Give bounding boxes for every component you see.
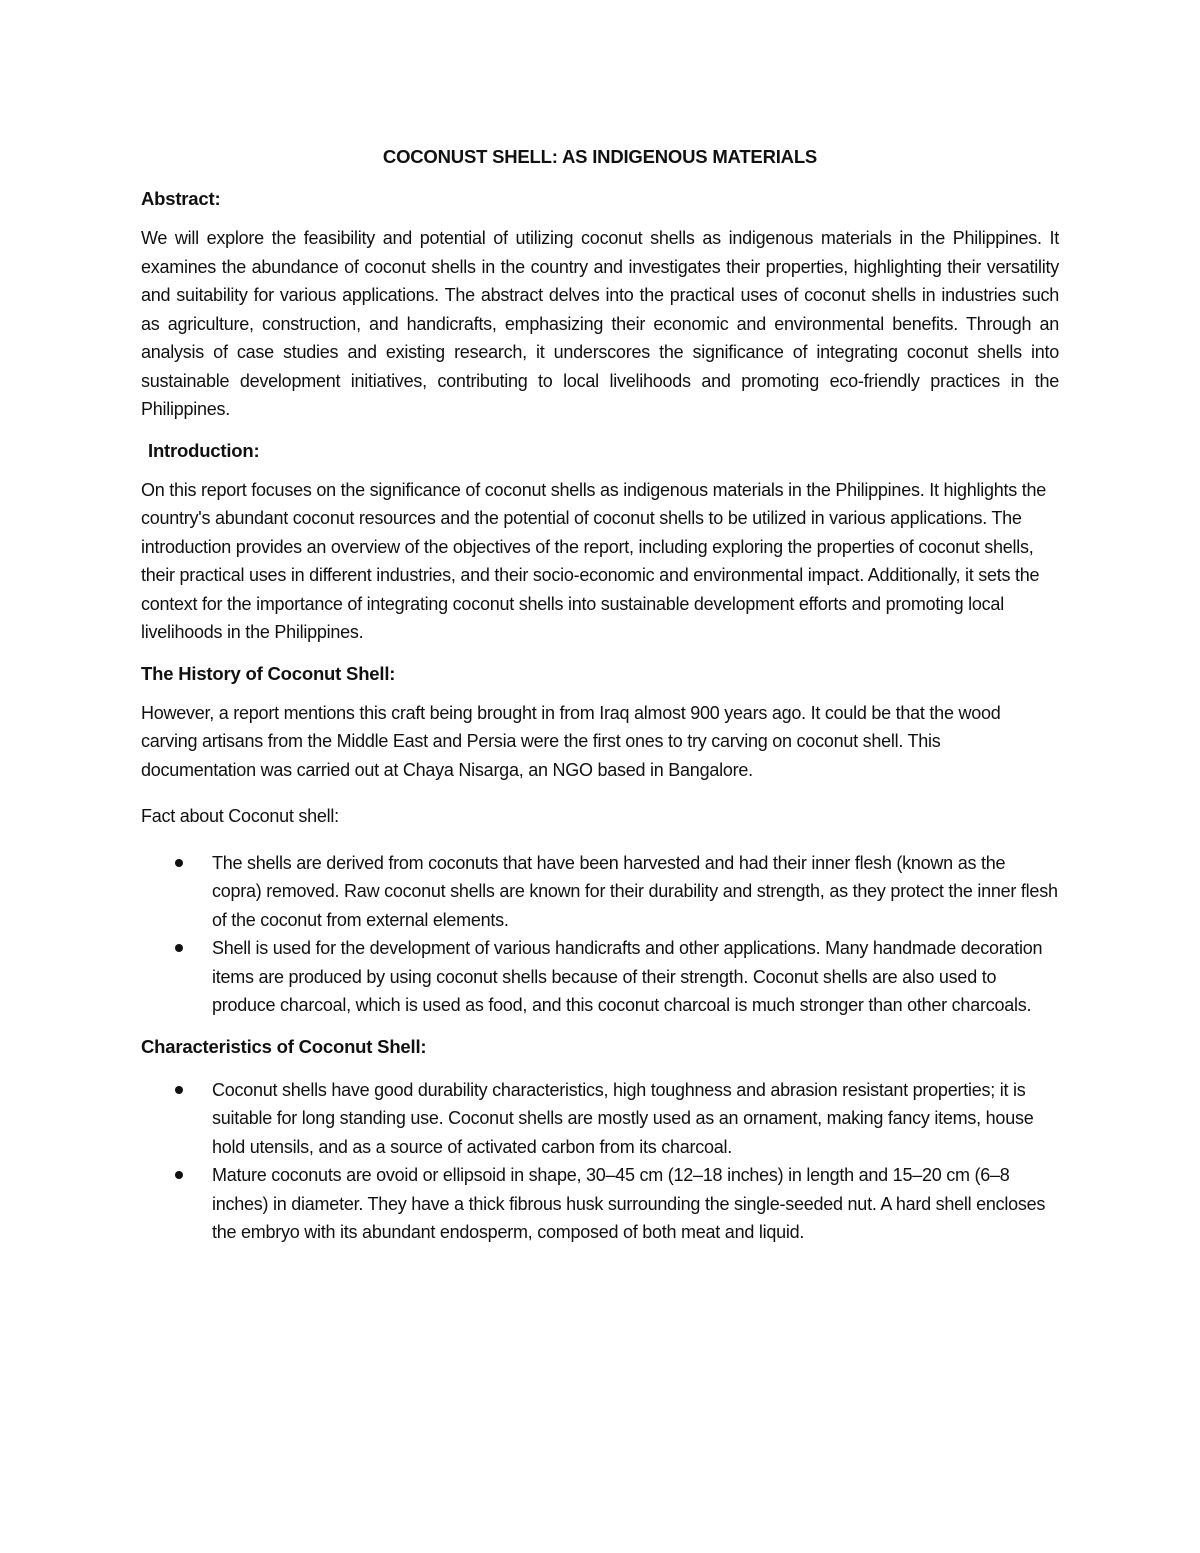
bullet-icon [175, 944, 183, 952]
document-body [141, 140, 1059, 1247]
list-item [141, 934, 1059, 1020]
document-title: COCONUST SHELL: AS INDIGENOUS MATERIALS [382, 146, 818, 167]
list-item [141, 849, 1059, 935]
history-paragraph: However, a report mentions this craft being brought in from Iraq almost 900 years ago. It could be that the wood carving artisans from the Middle East and Persia were the first ones to try carving on coconut shell. This documentation was carried out at Chaya Nisarga, an NGO based in Bangalore. [141, 702, 1001, 780]
abstract-paragraph: We will explore the feasibility and potential of utilizing coconut shells as indigenous materials in the Philippines. It examines the abundance of coconut shells in the country and investigates their properties, highlighting their versatility and suitability for various applications. The abstract delves into the practical uses of coconut shells in industries such as agriculture, construction, and handicrafts, emphasizing their economic and environmental benefits. Through an analysis of case studies and existing research, it underscores the significance of integrating coconut shells into sustainable development initiatives, contributing to local livelihoods and promoting eco-friendly practices in the Philippines. [141, 228, 1059, 419]
history-heading: The History of Coconut Shell: [141, 662, 396, 684]
bullet-icon [175, 1086, 183, 1094]
list-item-text: Shell is used for the development of various handicrafts and other applications. Many handmade decoration items are produced by using coconut shells because of their strength. Coconut shells are also used to produce charcoal, which is used as food, and this coconut charcoal is much stronger than other charcoals. [212, 938, 1043, 1015]
list-item-text: The shells are derived from coconuts that have been harvested and had their inner flesh (known as the copra) removed. Raw coconut shells are known for their durability and strength, as they protect the inner flesh of the coconut from external elements. [212, 852, 1058, 930]
bullet-icon [175, 1171, 183, 1179]
abstract-heading: Abstract: [141, 188, 221, 209]
list-item [141, 1076, 1059, 1162]
facts-list [141, 849, 1059, 1020]
facts-label: Fact about Coconut shell: [141, 806, 339, 826]
list-item-text: Mature coconuts are ovoid or ellipsoid in shape, 30–45 cm (12–18 inches) in length and 15–20 cm (6–8 inches) in diameter. They have a thick fibrous husk surrounding the single-seeded nut. A hard shell encloses the embryo with its abundant endosperm, composed of both meat and liquid. [212, 1165, 1046, 1242]
introduction-paragraph: On this report focuses on the significance of coconut shells as indigenous materials in the Philippines. It highlights the country's abundant coconut resources and the potential of coconut shells to be utilized in various applications. The introduction provides an overview of the objectives of the report, including exploring the properties of coconut shells, their practical uses in different industries, and their socio-economic and environmental impact. Additionally, it sets the context for the importance of integrating coconut shells into sustainable development efforts and promoting local livelihoods in the Philippines. [141, 479, 1047, 642]
characteristics-heading: Characteristics of Coconut Shell: [141, 1035, 427, 1057]
list-item [141, 1161, 1059, 1247]
introduction-heading: Introduction: [148, 439, 260, 461]
list-item-text: Coconut shells have good durability characteristics, high toughness and abrasion resistant properties; it is suitable for long standing use. Coconut shells are mostly used as an ornament, making fancy items, house hold utensils, and as a source of activated carbon from its charcoal. [212, 1079, 1034, 1157]
characteristics-list [141, 1076, 1059, 1247]
bullet-icon [175, 859, 183, 867]
